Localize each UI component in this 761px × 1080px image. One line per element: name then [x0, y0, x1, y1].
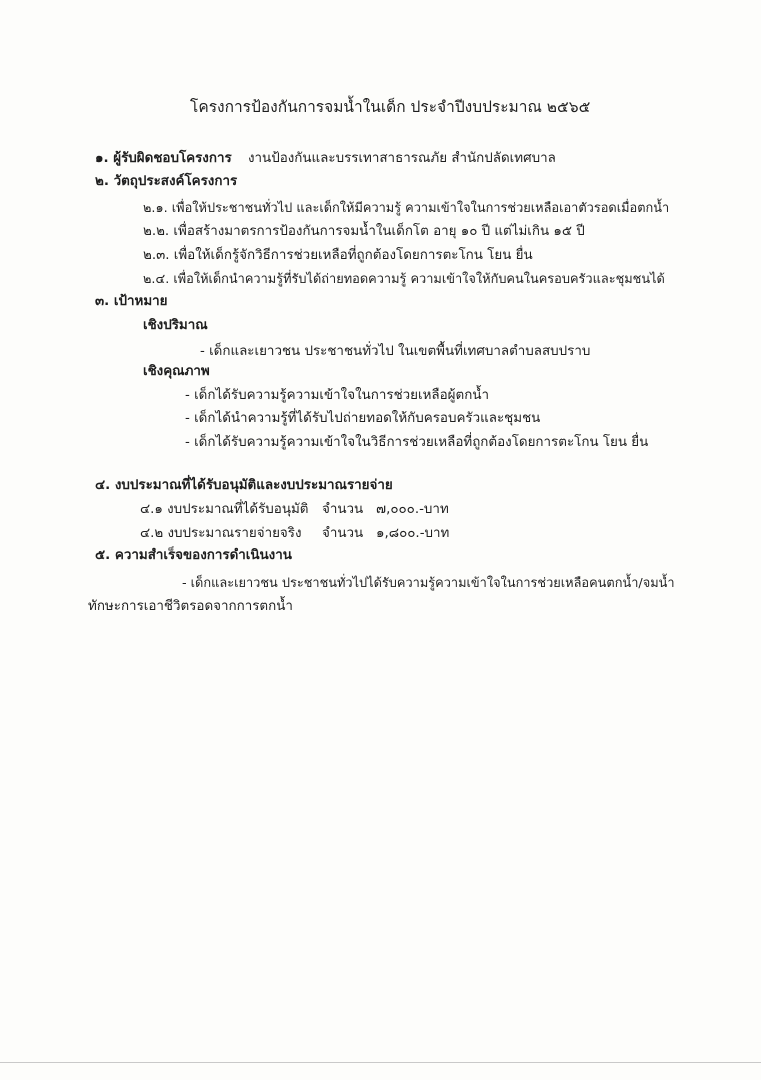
quality-item: - เด็กได้รับความรู้ความเข้าใจในการช่วยเหลือผู้ตกน้ำ [185, 388, 490, 403]
budget-row-amount: ๗,๐๐๐.-บาท [376, 502, 449, 517]
section-3-label: ๓. เป้าหมาย [95, 294, 168, 309]
section-1-label: ๑. ผู้รับผิดชอบโครงการ [95, 151, 232, 166]
budget-row [0, 500, 761, 520]
section-5-label: ๕. ความสำเร็จของการดำเนินงาน [95, 548, 292, 563]
quality-heading: เชิงคุณภาพ [143, 364, 210, 379]
budget-row-qty-label: จำนวน [322, 502, 364, 517]
section-2-label: ๒. วัตถุประสงค์โครงการ [95, 174, 238, 189]
quality-item: - เด็กได้รับความรู้ความเข้าใจในวิธีการช่วยเหลือที่ถูกต้องโดยการตะโกน โยน ยื่น [185, 435, 649, 450]
quantity-item: - เด็กและเยาวชน ประชาชนทั่วไป ในเขตพื้นที่เทศบาลตำบลสบปราบ [200, 344, 591, 359]
budget-row-qty-label: จำนวน [322, 526, 364, 541]
budget-row [0, 524, 761, 544]
objective-item: ๒.๓. เพื่อให้เด็กรู้จักวิธีการช่วยเหลือที่ถูกต้องโดยการตะโกน โยน ยื่น [143, 248, 533, 263]
budget-row-amount: ๑,๘๐๐.-บาท [376, 526, 450, 541]
quantity-heading: เชิงปริมาณ [143, 318, 208, 333]
budget-row-name: ๔.๑ งบประมาณที่ได้รับอนุมัติ [140, 502, 309, 517]
budget-row-name: ๔.๒ งบประมาณรายจ่ายจริง [140, 526, 302, 541]
quality-item: - เด็กได้นำความรู้ที่ได้รับไปถ่ายทอดให้กับครอบครัวและชุมชน [185, 411, 541, 426]
objective-item: ๒.๒. เพื่อสร้างมาตรการป้องกันการจมน้ำในเด็กโต อายุ ๑๐ ปี แต่ไม่เกิน ๑๕ ปี [143, 224, 585, 239]
document-title: โครงการป้องกันการจมน้ำในเด็ก ประจำปีงบประมาณ ๒๕๖๕ [190, 98, 591, 116]
result-line-1: - เด็กและเยาวชน ประชาชนทั่วไปได้รับความรู้ความเข้าใจในการช่วยเหลือคนตกน้ำ/จมน้ำ [182, 576, 675, 591]
section-4-label: ๔. งบประมาณที่ได้รับอนุมัติและงบประมาณรายจ่าย [95, 478, 393, 493]
section-1-value: งานป้องกันและบรรเทาสาธารณภัย สำนักปลัดเทศบาล [248, 151, 556, 166]
result-line-2: ทักษะการเอาชีวิตรอดจากการตกน้ำ [88, 599, 293, 614]
objective-item: ๒.๔. เพื่อให้เด็กนำความรู้ที่รับได้ถ่ายทอดความรู้ ความเข้าใจให้กับคนในครอบครัวและชุมชนได้ [143, 272, 665, 287]
scan-edge-line [0, 1062, 761, 1063]
objective-item: ๒.๑. เพื่อให้ประชาชนทั่วไป และเด็กให้มีความรู้ ความเข้าใจในการช่วยเหลือเอาตัวรอดเมื่อตกน้ำ [143, 201, 670, 216]
